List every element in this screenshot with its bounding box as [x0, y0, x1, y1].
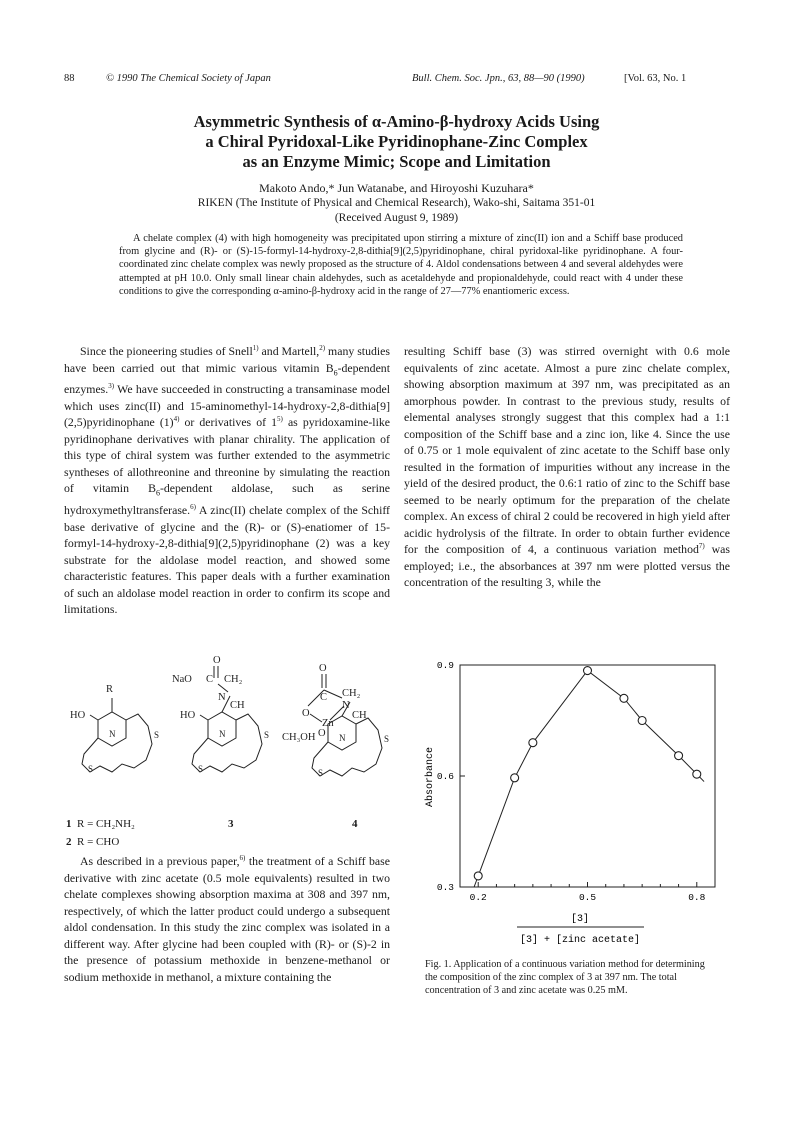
atom-CH2-3: CH₂ [224, 674, 243, 685]
volume-issue: [Vol. 63, No. 1 [624, 73, 687, 84]
figure-1-chart [412, 655, 732, 950]
journal-citation: Bull. Chem. Soc. Jpn., 63, 88—90 (1990) [412, 73, 585, 84]
data-point [529, 739, 537, 747]
atom-N-4b: N [339, 733, 346, 743]
atom-CH-4: CH [352, 710, 367, 721]
intro-paragraph: Since the pioneering studies of Snell$^{1)}$ and Martell,$^{2)}$ many studies have been carried out that mimic various vitamin $B_6$-dependent enzymes.$^{3)}$ We have succeeded in constructing a transaminase model which uses zinc(II) and 15-aminomethyl-14-hydroxy-2,8-dithia[9](2,5)pyridinophane $(1)^{4)}$ or derivatives of 1$^{5)}$ as pyridoxamine-like pyridinophane derivatives with planar chirality. The application of this type of chiral system was further extended to the asymmetric syntheses of allothreonine and threonine by simulating the reaction of vitamin $B_6$-dependent aldolase, such as serine hydroxymethyltransferase.$^{6)}$ A zinc(II) chelate complex of the Schiff base derivative of glycine and the (R)- or (S)-enatiomer of 15-formyl-14-hydroxy-2,8-dithia[9](2,5)pyridinophane (2) was a key substrate for the aldolase model reaction, and showed some characteristic features. This paper deals with a further examination of such an aldolase model reaction in order to confirm its scope and limitations. [64, 344, 390, 617]
atom-CH-3: CH [230, 700, 245, 711]
data-point [584, 667, 592, 675]
title-line-3: as an Enzyme Mimic; Scope and Limitation [242, 152, 551, 171]
data-line [478, 671, 697, 876]
atom-CH2-4: CH₂ [342, 688, 361, 699]
atom-S-1b: S [88, 764, 94, 774]
results-continued-paragraph: resulting Schiff base (3) was stirred overnight with 0.6 mole equivalents of zinc acetate. Almost a pure zinc chelate complex, showing absorption maximum at 397 nm, was precipitated as an amorphous powder. In contrast to the previous study, results of elemental analyses strongly suggest that this complex had a 1:1 composition of the Schiff base and a zinc ion, like 4. Since the use of 0.75 or 1 mole equivalent of zinc acetate to the Schiff base only resulted in the formation of impurities without any increase in the yield of the desired product, the 0.6:1 ratio of zinc to the Schiff base seemed to be nearly optimum for the preparation of the chelate complex. An excess of chiral 2 could be recovered in high yield after acidic hydrolysis of the filtrate. In order to obtain further evidence for the composition of 4, a continuous variation method$^{7)}$ was employed; i.e., the absorbances at 397 nm were plotted versus the concentration of the resulting 3, while the [404, 344, 731, 589]
results-paragraph: As described in a previous paper,$^{6)}$ the treatment of a Schiff base derivative with zinc acetate (0.5 mole equivalents) resulted in two chelate complexes showing absorption maxima at 308 and 397 nm, respectively, of which the latter product could undergo a subsequent aldol condensation. In this study the zinc complex was isolated in a different way. After glycine had been coupled with (R)- or (S)-2 in the presence of potassium methoxide in benzene-methanol or sodium methoxide in methanol, a mixture containing the [64, 854, 390, 984]
title-line-2: a Chiral Pyridoxal-Like Pyridinophane-Zinc Complex [205, 132, 588, 151]
atom-HO-3: HO [180, 710, 196, 721]
affiliation: RIKEN (The Institute of Physical and Chemical Research), Wako-shi, Saitama 351-01 [197, 197, 596, 209]
atom-Zn: Zn [322, 718, 334, 729]
atom-N-4: N [342, 700, 350, 711]
x-tick-label: 0.2 [469, 892, 487, 903]
data-point [675, 752, 683, 760]
atom-N-1: N [109, 729, 116, 739]
structure-1-caption: 1 R = CH₂NH₂ [66, 818, 135, 830]
atom-S-3b: S [198, 764, 204, 774]
atom-C-4: C [320, 692, 328, 703]
atom-CH3OH: CH₃OH [282, 732, 316, 743]
title-line-1: Asymmetric Synthesis of α-Amino-β-hydroxy Acids Using [193, 112, 600, 131]
author-list: Makoto Ando,* Jun Watanabe, and Hiroyoshi Kuzuhara* [259, 181, 534, 195]
atom-HO-1: HO [70, 710, 86, 721]
figure-1-caption: Fig. 1. Application of a continuous variation method for determining the composition of the zinc complex of 3 at 397 nm. The total concentration of 3 and zinc acetate was 0.25 mM. [425, 959, 705, 996]
x-axis-denominator-label: [3] + [zinc acetate] [519, 935, 641, 946]
atom-R: R [106, 684, 114, 695]
atom-NaO: NaO [172, 674, 192, 685]
atom-C-3: C [206, 674, 214, 685]
x-axis-numerator-label: [3] [570, 914, 590, 925]
atom-S-3a: S [264, 730, 270, 740]
atom-O-3: O [213, 655, 221, 666]
received-date: (Received August 9, 1989) [334, 212, 459, 224]
x-tick-label: 0.8 [688, 892, 706, 903]
y-axis-label: Absorbance [425, 746, 436, 808]
data-point [474, 872, 482, 880]
abstract: A chelate complex (4) with high homogeneity was precipitated upon stirring a mixture of zinc(II) ion and a Schiff base produced from glycine and (R)- or (S)-15-formyl-14-hydroxy-2,8-dithia[9](2,5)pyridinophane, chiral pyridoxal-like pyridinophane. A four-coordinated zinc chelate complex was newly proposed as the structure of 4. Aldol condensations between 4 and several aldehydes were attempted at pH 10.0. Only small linear chain aldehydes, such as acetaldehyde and propionaldehyde, could react with 4 under these conditions to give the corresponding α-amino-β-hydroxy acid in the range of 27—77% enantiomeric excess. [119, 233, 683, 297]
atom-O-4b: O [302, 708, 310, 719]
x-tick-label: 0.5 [578, 892, 597, 903]
plot-frame [460, 665, 715, 887]
structure-3-caption: 3 [228, 818, 234, 830]
structure-4-caption: 4 [352, 818, 358, 830]
atom-N-3: N [218, 692, 226, 703]
y-tick-label: 0.6 [436, 771, 454, 782]
atom-S-1a: S [154, 730, 160, 740]
data-point [620, 694, 628, 702]
page-number: 88 [64, 73, 75, 84]
y-tick-label: 0.3 [436, 882, 454, 893]
chemical-structures [60, 655, 400, 838]
data-point [693, 770, 701, 778]
data-point [638, 717, 646, 725]
data-point [511, 774, 519, 782]
article-title [100, 112, 693, 172]
copyright-notice: © 1990 The Chemical Society of Japan [106, 73, 271, 84]
atom-O-4c: O [318, 728, 326, 739]
y-tick-label: 0.9 [436, 660, 454, 671]
atom-S-4b: S [318, 768, 324, 778]
structure-2-caption: 2 R = CHO [66, 836, 120, 848]
atom-S-4a: S [384, 734, 390, 744]
atom-N-3b: N [219, 729, 226, 739]
atom-O-4a: O [319, 663, 327, 674]
